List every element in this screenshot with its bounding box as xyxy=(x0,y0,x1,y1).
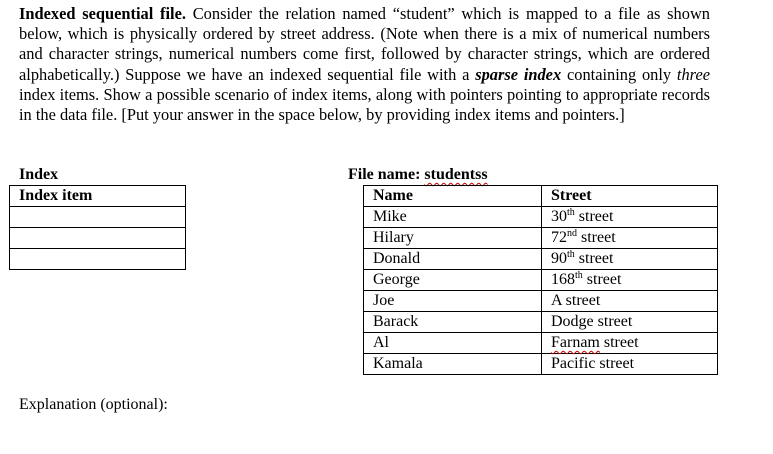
file-name: studentss xyxy=(424,166,488,183)
index-cell[interactable] xyxy=(10,249,186,270)
street-ordinal: th xyxy=(567,207,575,218)
street-number: A street xyxy=(551,292,601,309)
street-cell xyxy=(542,249,718,270)
name-cell: Barack xyxy=(364,312,542,333)
street-number: Dodge street xyxy=(551,313,633,330)
index-item-header: Index item xyxy=(10,186,186,207)
index-heading: Index xyxy=(19,166,59,183)
name-cell: Joe xyxy=(364,291,542,312)
street-ordinal: nd xyxy=(567,228,577,239)
street-cell xyxy=(542,291,718,312)
street-cell xyxy=(542,333,718,354)
street-number: 30 xyxy=(551,208,567,225)
index-table xyxy=(9,185,186,270)
name-cell: Hilary xyxy=(364,228,542,249)
street-suffix: street xyxy=(582,271,622,288)
street-number: 72 xyxy=(551,229,567,246)
question-title: Indexed sequential file. xyxy=(19,4,186,23)
street-number: 168 xyxy=(551,271,575,288)
file-table xyxy=(363,185,718,375)
explanation-label: Explanation (optional): xyxy=(19,396,168,413)
street-number: 90 xyxy=(551,250,567,267)
question-text-2: containing only xyxy=(561,64,677,84)
table-row xyxy=(364,207,718,228)
question-text-1: Consider the relation named “student” which is mapped to a file as shown below, which is physically ordered by street address. (Note when there is a mix of numerical numbers and character strings, numerical numbers come first, followed by character strings, which are ordered alphabetically.) Suppose we have an indexed sequential file with a xyxy=(19,4,710,84)
table-row xyxy=(364,291,718,312)
street-ordinal: th xyxy=(567,249,575,260)
street-suffix: street xyxy=(574,208,614,225)
table-row xyxy=(364,270,718,291)
index-row xyxy=(10,207,186,228)
table-row xyxy=(364,354,718,375)
name-column-header: Name xyxy=(364,186,542,207)
index-cell[interactable] xyxy=(10,228,186,249)
table-row xyxy=(364,333,718,354)
table-row xyxy=(364,312,718,333)
street-cell xyxy=(542,228,718,249)
street-suffix: street xyxy=(599,334,639,351)
name-cell: George xyxy=(364,270,542,291)
sparse-index-term: sparse index xyxy=(475,64,562,84)
street-cell xyxy=(542,207,718,228)
name-cell: Donald xyxy=(364,249,542,270)
street-column-header: Street xyxy=(542,186,718,207)
table-row xyxy=(364,249,718,270)
name-cell: Kamala xyxy=(364,354,542,375)
question-paragraph xyxy=(19,4,710,125)
street-cell xyxy=(542,312,718,333)
name-cell: Mike xyxy=(364,207,542,228)
file-header-row xyxy=(364,186,718,207)
question-text-3: index items. Show a possible scenario of index items, along with pointers pointing to appropriate records in the data file. [Put your answer in the space below, by providing index items and pointers.] xyxy=(19,84,710,125)
file-heading xyxy=(348,166,488,184)
street-ordinal: th xyxy=(575,270,583,281)
index-row xyxy=(10,228,186,249)
street-suffix: street xyxy=(577,229,616,246)
index-row xyxy=(10,249,186,270)
table-row xyxy=(364,228,718,249)
street-number: Pacific street xyxy=(551,355,635,372)
file-heading-label: File name: xyxy=(348,166,425,183)
three-term: three xyxy=(676,64,710,84)
name-cell: Al xyxy=(364,333,542,354)
index-cell[interactable] xyxy=(10,207,186,228)
street-suffix: street xyxy=(574,250,614,267)
street-number: Farnam xyxy=(551,334,600,351)
index-header-row xyxy=(10,186,186,207)
street-cell xyxy=(542,354,718,375)
street-cell xyxy=(542,270,718,291)
